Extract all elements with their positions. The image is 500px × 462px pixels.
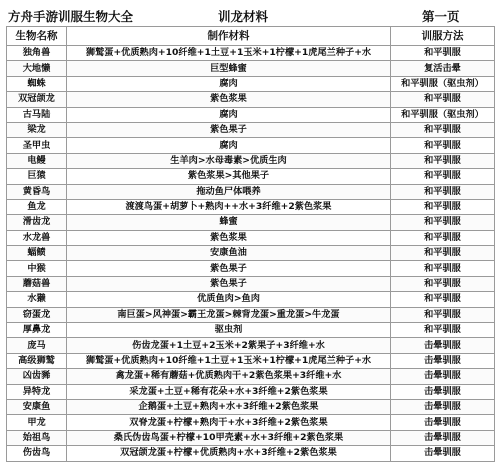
method-cell: 和平驯服 (391, 261, 495, 276)
method-cell: 和平驯服 (391, 122, 495, 137)
table-row (7, 107, 495, 122)
materials-cell: 桑氏伪齿鸟蛋+柠檬+10甲壳素+水+3纤维+2紫色浆果 (67, 430, 391, 445)
table-row (7, 338, 495, 353)
method-cell: 和平驯服 (391, 153, 495, 168)
creature-name-cell: 异特龙 (7, 384, 67, 399)
table-row (7, 292, 495, 307)
method-cell: 和平驯服 (391, 230, 495, 245)
table-row (7, 215, 495, 230)
creature-name-cell: 高级狮鹫 (7, 353, 67, 368)
taming-table (6, 26, 495, 462)
creature-name-cell: 安康鱼 (7, 399, 67, 414)
materials-cell: 紫色果子 (67, 122, 391, 137)
method-cell: 和平驯服 (391, 46, 495, 61)
table-row (7, 184, 495, 199)
method-cell: 和平驯服 (391, 307, 495, 322)
materials-cell: 采龙蛋+土豆+稀有花朵+水+3纤维+2紫色浆果 (67, 384, 391, 399)
method-cell: 击晕驯服 (391, 338, 495, 353)
table-row (7, 246, 495, 261)
method-cell: 和平驯服 (391, 199, 495, 214)
table-row (7, 230, 495, 245)
table-row (7, 307, 495, 322)
creature-name-cell: 蝠鲼 (7, 246, 67, 261)
creature-name-cell: 梁龙 (7, 122, 67, 137)
creature-name-cell: 滑齿龙 (7, 215, 67, 230)
table-row (7, 138, 495, 153)
table-row (7, 399, 495, 414)
creature-name-cell: 凶齿豨 (7, 369, 67, 384)
materials-cell: 紫色果子 (67, 261, 391, 276)
creature-name-cell: 中猴 (7, 261, 67, 276)
table-row (7, 153, 495, 168)
method-cell: 和平驯服 (391, 246, 495, 261)
method-cell: 和平驯服（驱虫剂） (391, 107, 495, 122)
method-cell: 复活击晕 (391, 61, 495, 76)
method-cell: 和平驯服 (391, 323, 495, 338)
creature-name-cell: 水獭 (7, 292, 67, 307)
creature-name-cell: 电鳗 (7, 153, 67, 168)
materials-cell: 双脊龙蛋+柠檬+熟肉干+水+3纤维+2紫色浆果 (67, 415, 391, 430)
creature-name-cell: 伤齿鸟 (7, 446, 67, 461)
method-cell: 和平驯服 (391, 276, 495, 291)
materials-cell: 伤齿龙蛋+1土豆+2玉米+2紫果子+3纤维+水 (67, 338, 391, 353)
method-cell: 击晕驯服 (391, 384, 495, 399)
method-cell: 和平驯服 (391, 184, 495, 199)
page-label: 第一页 (422, 9, 460, 24)
materials-cell: 安康鱼油 (67, 246, 391, 261)
column-header-method: 训服方法 (391, 27, 495, 46)
creature-name-cell: 大地懒 (7, 61, 67, 76)
table-row (7, 323, 495, 338)
creature-name-cell: 甲龙 (7, 415, 67, 430)
table-row (7, 369, 495, 384)
materials-cell: 腐肉 (67, 107, 391, 122)
table-row (7, 61, 495, 76)
table-row (7, 353, 495, 368)
materials-cell: 腐肉 (67, 76, 391, 91)
table-row (7, 276, 495, 291)
method-cell: 击晕驯服 (391, 369, 495, 384)
method-cell: 和平驯服 (391, 169, 495, 184)
materials-cell: 驱虫剂 (67, 323, 391, 338)
method-cell: 击晕驯服 (391, 353, 495, 368)
table-row (7, 92, 495, 107)
table-row (7, 199, 495, 214)
table-body (7, 46, 495, 462)
creature-name-cell: 水龙兽 (7, 230, 67, 245)
creature-name-cell: 窃蛋龙 (7, 307, 67, 322)
table-row (7, 76, 495, 91)
method-cell: 击晕驯服 (391, 430, 495, 445)
column-header-materials: 制作材料 (67, 27, 391, 46)
method-cell: 和平驯服 (391, 215, 495, 230)
materials-cell: 狮鹫蛋+优质熟肉+10纤维+1土豆+1玉米+1柠檬+1虎尾兰种子+水 (67, 353, 391, 368)
method-cell: 击晕驯服 (391, 415, 495, 430)
table-row (7, 46, 495, 61)
materials-cell: 腐肉 (67, 138, 391, 153)
table-row (7, 261, 495, 276)
creature-name-cell: 独角兽 (7, 46, 67, 61)
table-row (7, 430, 495, 445)
table-header-row (7, 27, 495, 46)
creature-name-cell: 庞马 (7, 338, 67, 353)
creature-name-cell: 巨猿 (7, 169, 67, 184)
table-row (7, 169, 495, 184)
method-cell: 和平驯服 (391, 292, 495, 307)
table-row (7, 384, 495, 399)
materials-cell: 生羊肉>水母毒素>优质生肉 (67, 153, 391, 168)
materials-cell: 禽龙蛋+稀有蘑菇+优质熟肉干+2紫色浆果+3纤维+水 (67, 369, 391, 384)
creature-name-cell: 鱼龙 (7, 199, 67, 214)
materials-cell: 企鹅蛋+土豆+熟肉+水+3纤维+2紫色浆果 (67, 399, 391, 414)
materials-cell: 蜂蜜 (67, 215, 391, 230)
materials-cell: 紫色浆果 (67, 230, 391, 245)
method-cell: 和平驯服（驱虫剂） (391, 76, 495, 91)
creature-name-cell: 圣甲虫 (7, 138, 67, 153)
method-cell: 和平驯服 (391, 138, 495, 153)
method-cell: 击晕驯服 (391, 399, 495, 414)
method-cell: 击晕驯服 (391, 446, 495, 461)
column-header-creature: 生物名称 (7, 27, 67, 46)
table-row (7, 446, 495, 461)
creature-name-cell: 古马陆 (7, 107, 67, 122)
materials-cell: 紫色果子 (67, 276, 391, 291)
creature-name-cell: 蘑菇兽 (7, 276, 67, 291)
creature-name-cell: 黄昏鸟 (7, 184, 67, 199)
creature-name-cell: 蜘蛛 (7, 76, 67, 91)
section-title: 训龙材料 (218, 9, 269, 24)
materials-cell: 巨型蜂蜜 (67, 61, 391, 76)
document-title: 方舟手游训服生物大全 (8, 9, 134, 24)
table-row (7, 122, 495, 137)
creature-name-cell: 厚鼻龙 (7, 323, 67, 338)
materials-cell: 优质鱼肉>鱼肉 (67, 292, 391, 307)
method-cell: 和平驯服 (391, 92, 495, 107)
materials-cell: 狮鹫蛋+优质熟肉+10纤维+1土豆+1玉米+1柠檬+1虎尾兰种子+水 (67, 46, 391, 61)
materials-cell: 紫色浆果>其他果子 (67, 169, 391, 184)
creature-name-cell: 双冠颌龙 (7, 92, 67, 107)
materials-cell: 双冠颌龙蛋+柠檬+优质熟肉+水+3纤维+2紫色浆果 (67, 446, 391, 461)
creature-name-cell: 始祖鸟 (7, 430, 67, 445)
materials-cell: 拖动鱼尸体喂养 (67, 184, 391, 199)
table-row (7, 415, 495, 430)
materials-cell: 南巨蛋>风神蛋>霸王龙蛋>棘背龙蛋>重龙蛋>牛龙蛋 (67, 307, 391, 322)
materials-cell: 紫色浆果 (67, 92, 391, 107)
materials-cell: 渡渡鸟蛋+胡萝卜+熟肉++水+3纤维+2紫色浆果 (67, 199, 391, 214)
